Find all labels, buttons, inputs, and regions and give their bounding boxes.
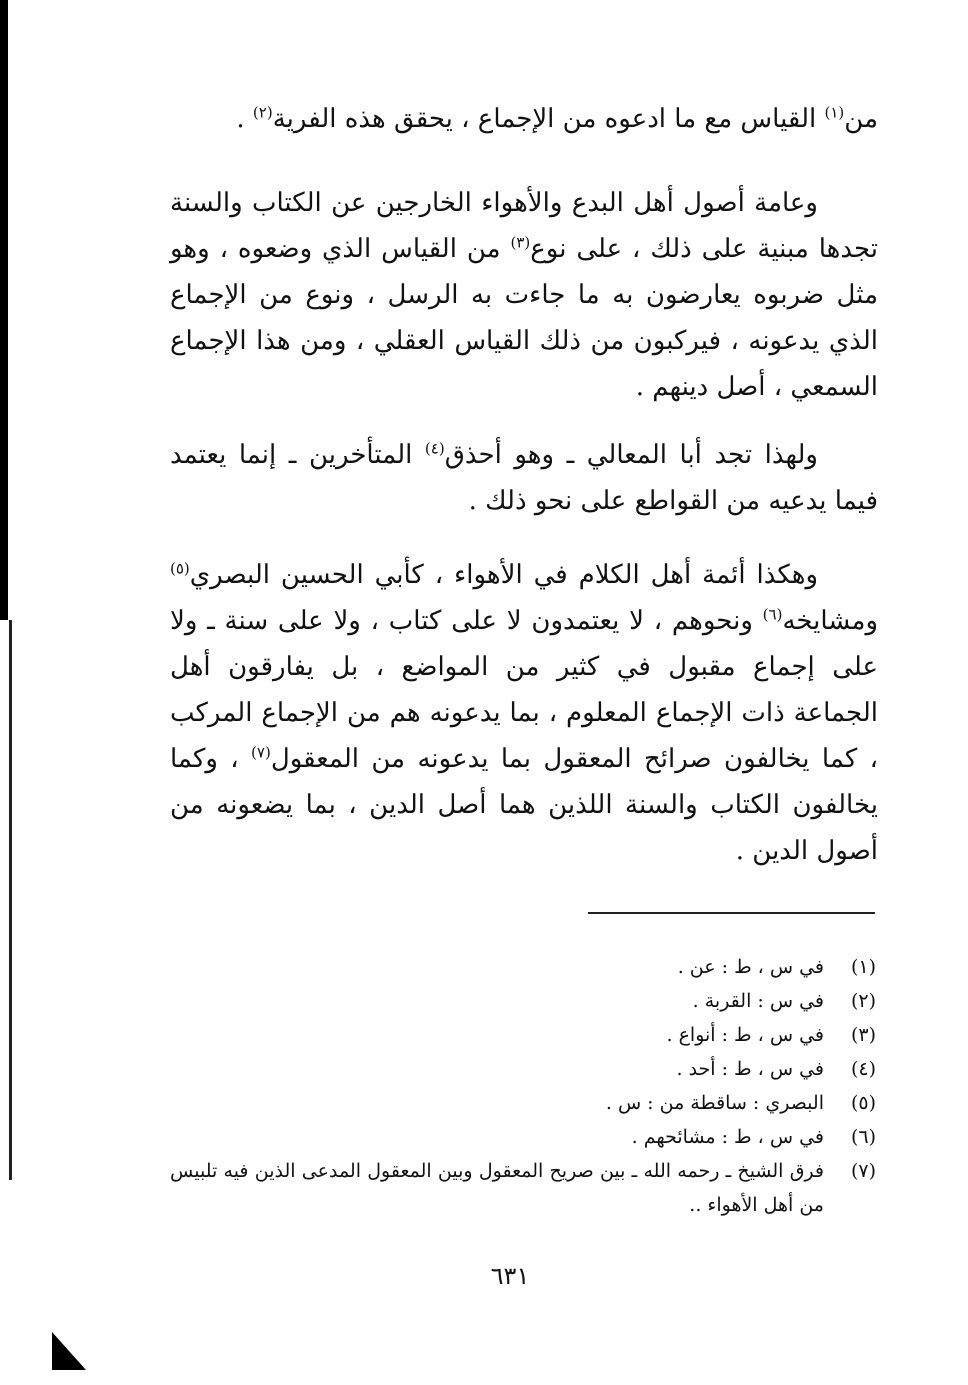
paragraph-2	[170, 180, 878, 410]
footnote-number: (٣)	[850, 1024, 876, 1046]
footnote-text: في س ، ط : عن .	[677, 956, 824, 978]
paragraph-1	[170, 96, 878, 142]
footnote-5	[170, 1086, 876, 1120]
paragraph-1-text-b: القياس مع ما ادعوه من الإجماع ، يحقق هذه الفرية	[272, 104, 825, 134]
footnote-ref-4: (٤)	[424, 439, 445, 458]
footnote-ref-2: (٢)	[252, 103, 273, 122]
footnote-number: (٢)	[850, 990, 876, 1012]
footnote-ref-1: (١)	[824, 103, 845, 122]
footnote-6	[170, 1120, 876, 1154]
footnote-ref-6: (٦)	[762, 605, 783, 624]
paragraph-4-text-d: ، وكما يخالفون الكتاب والسنة اللذين هما أصل الدين ، بما يضعونه من أصول الدين .	[170, 744, 878, 866]
footnote-ref-7: (٧)	[251, 743, 271, 762]
footnote-ref-5: (٥)	[170, 559, 190, 578]
paragraph-4	[170, 552, 878, 874]
paragraph-3	[170, 432, 878, 524]
footnote-number: (٤)	[850, 1058, 876, 1080]
footnote-text: في س : القربة .	[692, 990, 824, 1012]
footnote-number: (٦)	[850, 1126, 876, 1148]
scan-corner-mark	[52, 1332, 86, 1370]
paragraph-3-text-a: ولهذا تجد أبا المعالي ـ وهو أحذق	[444, 440, 818, 470]
scan-left-edge	[0, 0, 8, 620]
footnote-number: (٧)	[850, 1160, 876, 1182]
footnote-3	[170, 1018, 876, 1052]
footnote-number: (١)	[850, 956, 876, 978]
footnote-1	[170, 950, 876, 984]
footnote-number: (٥)	[850, 1092, 876, 1114]
paragraph-1-text-c: .	[236, 104, 253, 134]
footnote-text: في س ، ط : مشائحهم .	[631, 1126, 824, 1148]
paragraph-4-text-a: وهكذا أئمة أهل الكلام في الأهواء ، كأبي الحسين البصري	[189, 560, 818, 590]
paragraph-2-text-a: وعامة أصول أهل البدع والأهواء الخارجين عن الكتاب والسنة تجدها مبنية على ذلك ، على نوع	[170, 188, 878, 264]
footnote-text: في س ، ط : أحد .	[676, 1058, 824, 1080]
footnote-separator	[588, 912, 875, 914]
page-number: ٦٣١	[490, 1262, 530, 1290]
footnote-ref-3: (٣)	[510, 233, 531, 252]
scan-left-edge-line	[9, 620, 12, 1180]
footnote-text: في س ، ط : أنواع .	[666, 1024, 824, 1046]
footnote-7	[170, 1154, 876, 1222]
paragraph-1-text-a: من	[844, 104, 878, 134]
paragraph-4-text-b: ومشايخه	[782, 606, 878, 636]
footnote-4	[170, 1052, 876, 1086]
paragraph-4-text-c: ونحوهم ، لا يعتمدون لا على كتاب ، ولا على سنة ـ ولا على إجماع مقبول في كثير من المواضع ، بل يفارقون أهل الجماعة ذات الإجماع المعلوم ، بما يدعونه هم من الإجماع المركب ، كما يخالفون صرائح المعقول بما يدعونه من المعقول	[170, 606, 878, 774]
footnote-text: البصري : ساقطة من : س .	[605, 1092, 824, 1114]
footnote-text: فرق الشيخ ـ رحمه الله ـ بين صريح المعقول وبين المعقول المدعى الذين فيه تلبيس من أهل الأهواء ..	[170, 1160, 824, 1216]
paragraph-3-text-b: المتأخرين ـ إنما يعتمد فيما يدعيه من القواطع على نحو ذلك .	[170, 440, 878, 516]
footnotes	[170, 950, 876, 1222]
paragraph-2-text-b: من القياس الذي وضعوه ، وهو مثل ضربوه يعارضون به ما جاءت به الرسل ، ونوع من الإجماع الذي يدعونه ، فيركبون من ذلك القياس العقلي ، ومن هذا الإجماع السمعي ، أصل دينهم .	[170, 234, 878, 402]
footnote-2	[170, 984, 876, 1018]
